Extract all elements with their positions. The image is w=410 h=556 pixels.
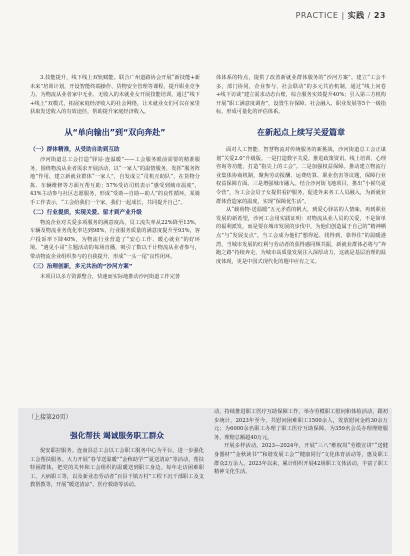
subheading-group: （一）群体精准，从受助自助到互助 bbox=[30, 146, 120, 153]
subheading-industry: （二）行业提质，实现关爱、留才到产业升级 bbox=[30, 209, 142, 216]
page-number: 23 bbox=[373, 11, 386, 20]
paragraph-plan: 面对人工智能、智慧物流对传统服务的新挑战，沙河街道总工会正谋划“关爱2.0”升级版。一是打造数字关爱。推进政策资讯、线上培训、心理咨询等功能，打造“指尖上的工会”。二是加强权益保障。推动建立物流行业集体协商机制，聚焦劳动报酬、运费结算、职业伤害等议题，保障行业权益保障方面。三是增强城市融入。结合沙河街飞地项目，推出“小候鸟夏令营”，为工会会员子女提供看护服务，促进外来务工人员融入，为新就业群体营造家的温度，实现“保障优生活”。 bbox=[216, 146, 386, 205]
paragraph-group: 沙河街道总工会打造“驿站·连温暖”——工会服务眼前需要的精准服务，围绕物流从业者需求开展活动，以“一家人”的温情服务，发挥“服务阵地”作用，建立新就业群体“一家人”，自发成立“司机互助队”，在货物分拣、车辆维修等方面互帮互助；57%受访司机表示“感受到城市温度”，43%主动参与社区志愿服务，形成“受助—自助—助人”的良性循环。某骑手工作表示，“工会给我们一个家，我们一起成长，共同提升自己”。 bbox=[30, 156, 200, 206]
header-brand: PRACTICE bbox=[295, 11, 339, 20]
subheading-governance: （三）治理创新，多元共治的“沙河方案” bbox=[30, 263, 133, 270]
header-section: 实践 bbox=[347, 11, 365, 20]
box-left-column bbox=[30, 426, 204, 552]
header-separator: | bbox=[341, 11, 345, 20]
paragraph-conclusion: 从“载荷物·送温暖”五元矛盾的帆大，到爱心驿站的人情味，再到职业发展的新希望，沙河工会用实践证明：对物流从业人员的关爱，不是简单的福利派发，而是要在城市发展的步伐中，为他们创造属于自己的“精神栖点”与“发展支点”。当工会成为他们“想得起、找得到、靠得住”的温暖港湾，当城市发展的红利与劳动者的获得感同频共振，新就业群体必将与“奔跑之路”持续奔走，为城市高质量发展注入深厚动力，这就是基层治理的温度体现，更是中国式现代化的题中应有之义。 bbox=[216, 207, 386, 265]
header-separator-2: / bbox=[367, 11, 371, 20]
section-heading-two-way: 从“单向输出”到“双向奔赴” bbox=[64, 127, 166, 137]
continued-note: （上接第20页） bbox=[28, 414, 72, 421]
article-body bbox=[30, 74, 386, 396]
page-header bbox=[296, 10, 386, 21]
box-paragraph-right-2: 开展多样活动。2023—2024年，开展“三八”维权周“劳模宣讲”“送健身器材”“金秋读书”“和谐发展工会”“健康同行”文化体育活动等，惠及职工群众2万余人。2023年以来，累计组织开展42场职工文体活动，丰富了职工精神文化生活。 bbox=[214, 443, 388, 476]
box-paragraph-left: 倪安耶拉服务。连南县总工会以工会职工服务中心为平台，进一步强化工会帮扶服务。大力开展“春节送温暖”“金秋助学”“夏送清凉”等活动，帮扶特困群体，把党的关怀和工会组织的温暖送到职工身边。每年走访困难职工、大病职工等，以及新业态劳动者“百县千镇万村”工程下沉干部职工及支教帮教等，开展“暖送清凉”、医疗救助等活动。 bbox=[30, 448, 204, 489]
box-right-column bbox=[214, 408, 388, 552]
paragraph-governance: 本项目以多方资源整合，快速而实际地推动沙河街道工作完善 bbox=[40, 273, 181, 280]
box-title: 强化帮扶 竭诚服务职工群众 bbox=[70, 431, 164, 440]
right-column bbox=[216, 74, 386, 396]
sidebar-box bbox=[18, 408, 392, 554]
left-column bbox=[30, 74, 200, 396]
continuation-paragraph: 体体系的特点，提供了改善新就业群体服务的“沙河方案”。建立“工会不多，部门协同，企业参与，社会联动”的多元共治机制，通过“线上问卷+线下访谈”建立需求动态台账，综合服务实效提升40%；引入第三方机构开展“职工满意度调查”，设置生存保障、社会融入、职业发展等5个一级指标，形成可量化的评估体系。 bbox=[216, 75, 386, 116]
box-paragraph-right-1: 动，持续推进职工医疗互助保障工作，举办劳模职工慰问和体检活动，跟初步统计，2023年至今，共慰问困难职工1500余人，发放慰问金约30余万元；为6000余名职工办理了职工医疗互助保障，为359名会员办理理赔服务，理赔总额超40万元。 bbox=[214, 409, 388, 441]
section-heading-new-chapter: 在新起点上续写关爱篇章 bbox=[257, 127, 345, 137]
intro-paragraph: 3.技能提升，线下线上双轨赋能。联合广州道路协会开展“新技能+新未来”培训计划，开设智能终端操作、货物安全管理等课程，提升职业竞争力。为物流从业者家中无业、无收入的未就业女开展技能培训，通过“线下+线上”双模式，拓展家庭经济收入的社会网络，让未就业女们可以在家里获取发送收入的有效途径，帮助提升家庭经济收入。 bbox=[30, 75, 200, 116]
paragraph-industry: 物流企业对关爱多项服务的满意度高，员工流失率从22%降至13%，车辆及物流业务优化率达到98%，行业服务质量的满意度提升至93%，客户投诉率下降40%，为物流行业营造了“安心工作、暖心就业”的好环境。“遇见小哥”主题活动的每场直播，吸引了数以千计物流从业者参与，带动物流企业组织参与的自我提升，形成“一头一尾”良性闭环。 bbox=[30, 219, 200, 260]
